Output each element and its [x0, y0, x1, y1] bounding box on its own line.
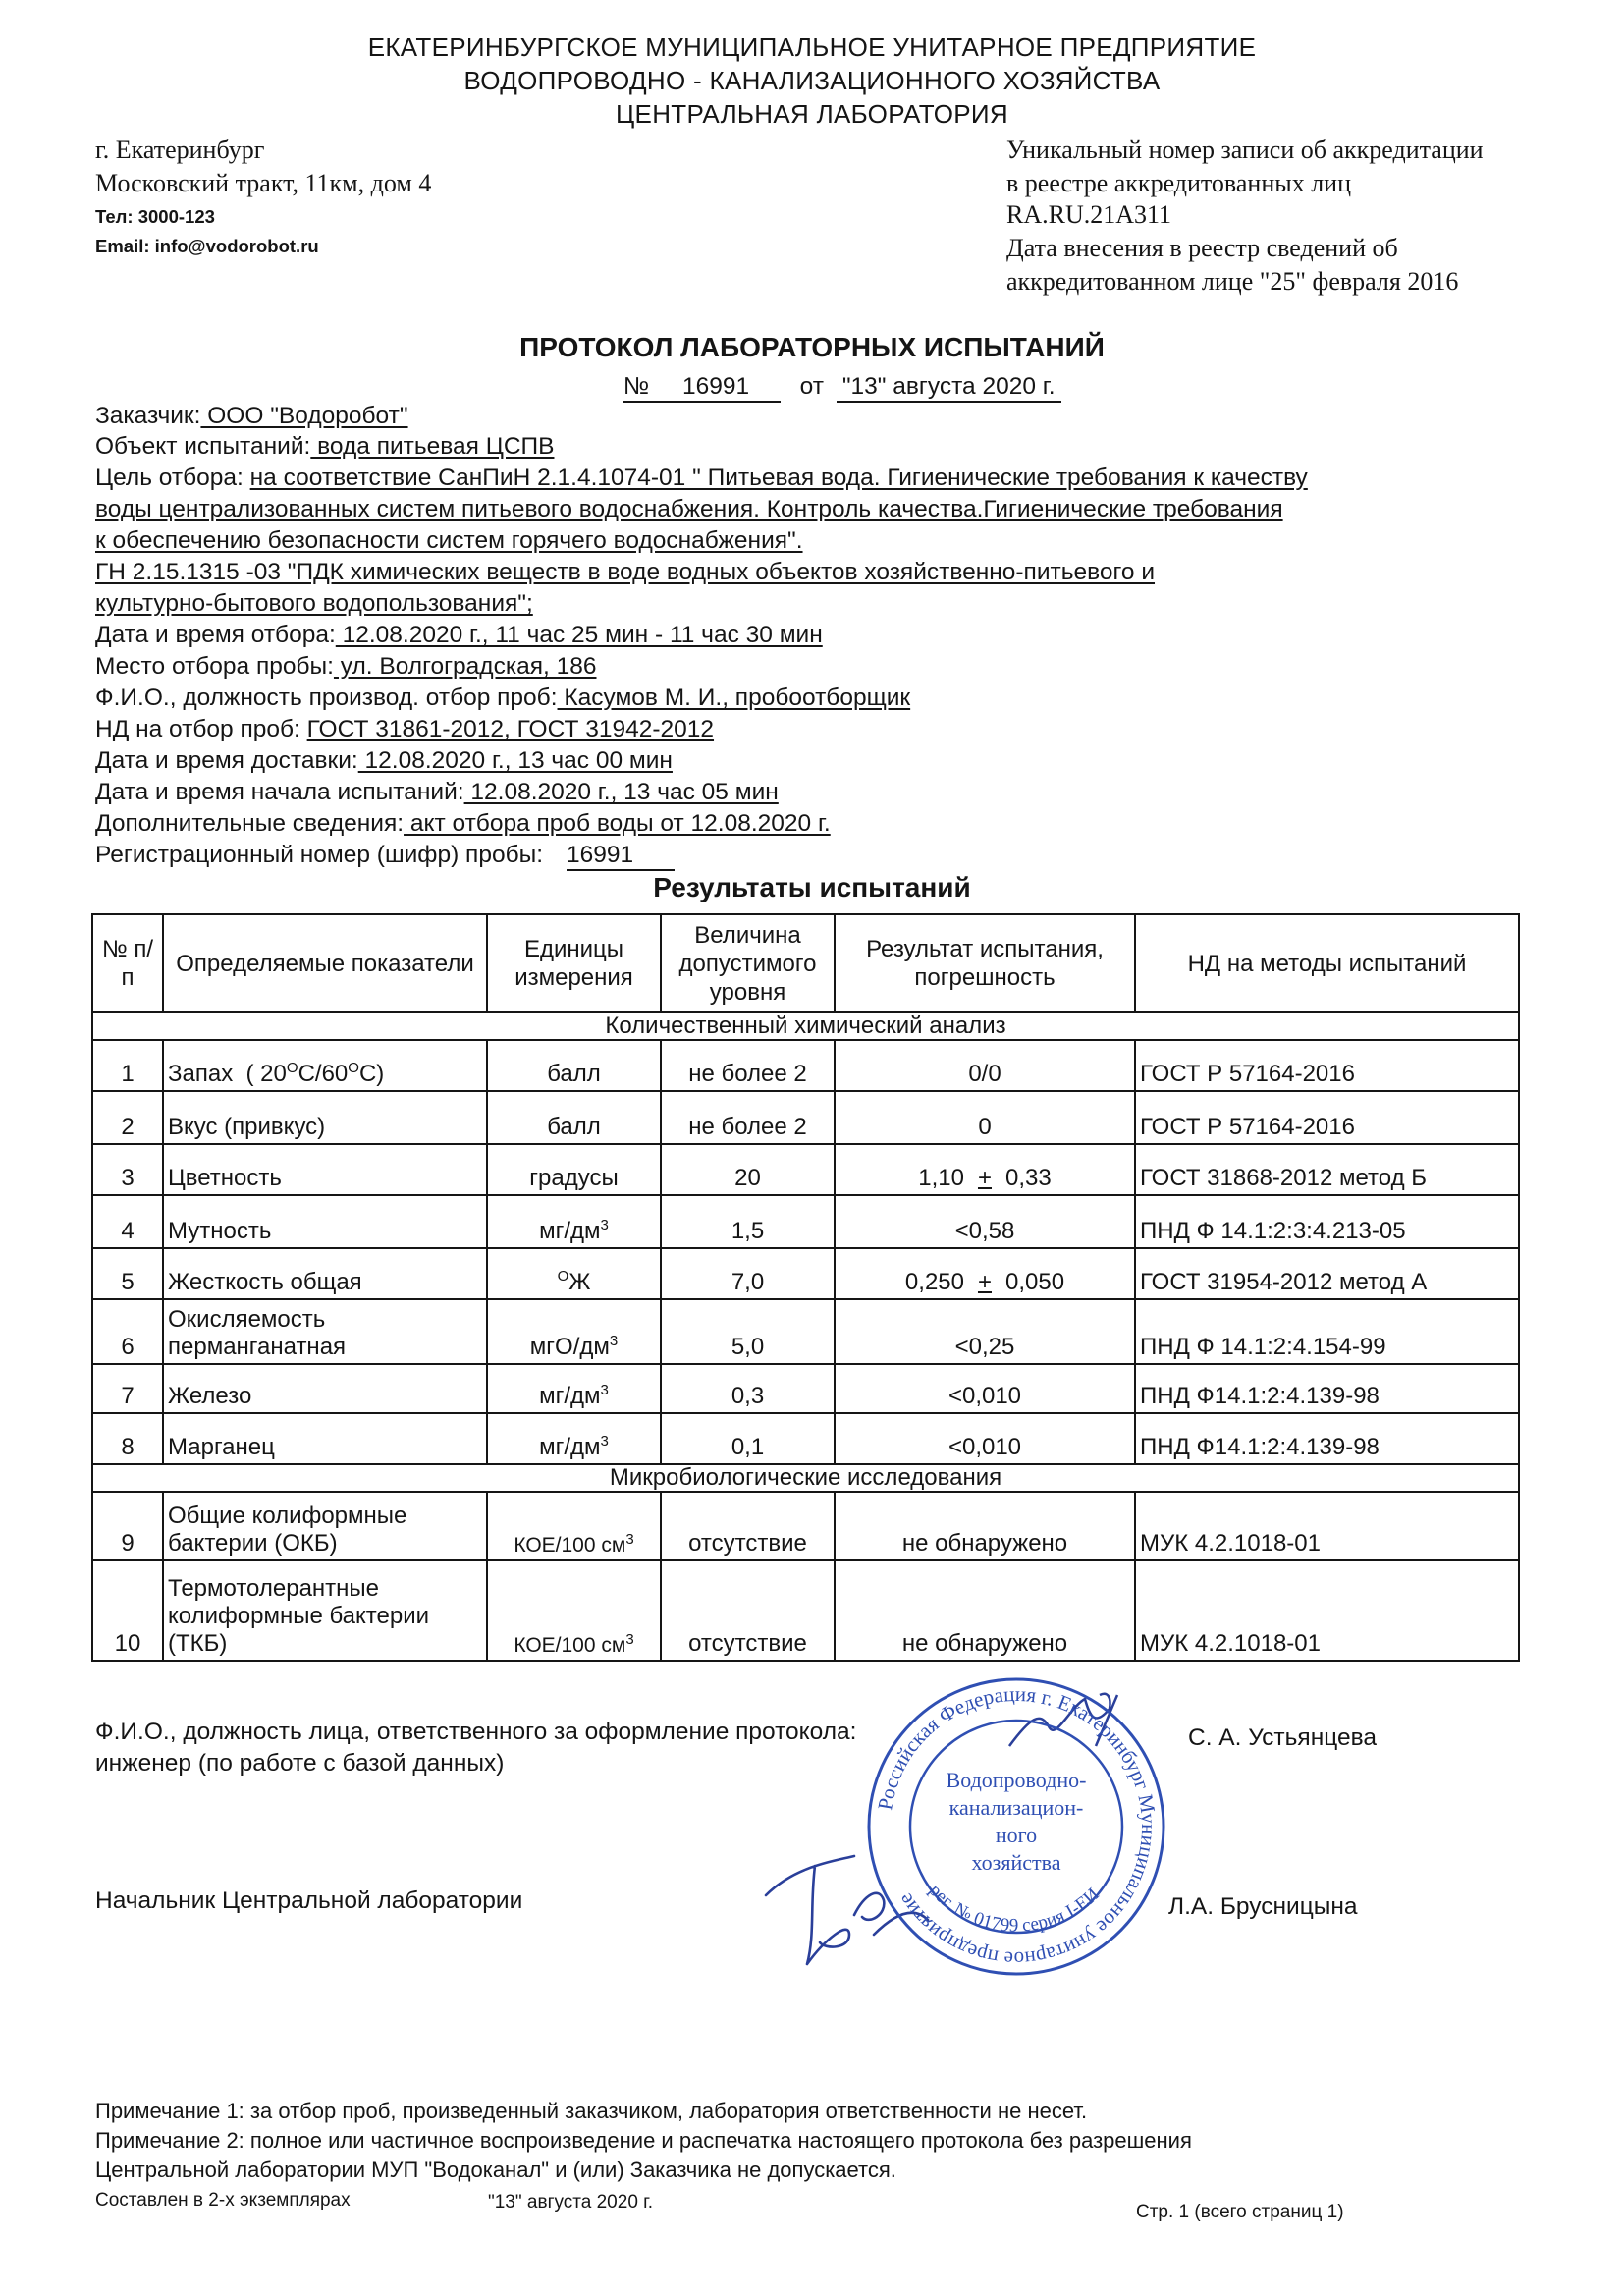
row-number: 5 [92, 1248, 163, 1299]
row-limit: 20 [661, 1144, 835, 1195]
nd-label: НД на отбор проб: [95, 716, 307, 742]
reg-number-field [95, 840, 675, 871]
accreditation-date: аккредитованном лице "25" февраля 2016 [1006, 267, 1459, 296]
head-of-lab-label: Начальник Центральной лаборатории [95, 1887, 523, 1914]
sampler-label: Ф.И.О., должность производ. отбор проб: [95, 684, 558, 711]
row-number: 7 [92, 1364, 163, 1413]
row-result: 0/0 [835, 1040, 1135, 1091]
accreditation-line4: Дата внесения в реестр сведений об [1006, 234, 1398, 262]
row-method: МУК 4.2.1018-01 [1135, 1492, 1519, 1560]
row-indicator: Термотолерантные колиформные бактерии (ТКБ) [163, 1560, 487, 1661]
stamp-inner-line3: ного [995, 1823, 1038, 1847]
col-header-number: № п/п [92, 914, 163, 1012]
delivery-value: 12.08.2020 г., 13 час 00 мин [357, 747, 673, 774]
row-unit: балл [487, 1040, 661, 1091]
extra-value: акт отбора проб воды от 12.08.2020 г. [404, 810, 831, 837]
row-indicator: Окисляемость перманганатная [163, 1299, 487, 1364]
table-header-row [92, 914, 1519, 1012]
note-2-line2: Центральной лаборатории МУП "Водоканал" и (или) Заказчика не допускается. [95, 2158, 896, 2182]
table-row [92, 1195, 1519, 1248]
org-name-line3: ЦЕНТРАЛЬНАЯ ЛАБОРАТОРИЯ [616, 99, 1008, 129]
row-result: <0,25 [835, 1299, 1135, 1364]
col-header-limit: Величина допустимого уровня [661, 914, 835, 1012]
place-field [95, 651, 597, 683]
phone: Тел: 3000-123 [95, 206, 215, 227]
delivery-label: Дата и время доставки: [95, 747, 358, 774]
protocol-number-line [623, 371, 1061, 403]
section-chemical-label: Количественный химический анализ [92, 1012, 1519, 1040]
results-table [91, 913, 1520, 1662]
table-row [92, 1413, 1519, 1464]
extra-field [95, 808, 831, 840]
sampler-value: Касумов М. И., пробоотборщик [557, 684, 911, 711]
purpose-label: Цель отбора: [95, 465, 250, 491]
row-limit: 0,3 [661, 1364, 835, 1413]
org-name-line2: ВОДОПРОВОДНО - КАНАЛИЗАЦИОННОГО ХОЗЯЙСТВА [463, 66, 1161, 95]
nd-value: ГОСТ 31861-2012, ГОСТ 31942-2012 [306, 716, 715, 742]
customer-field [95, 401, 408, 432]
seal-stamp [859, 1669, 1173, 1984]
row-indicator: Марганец [163, 1413, 487, 1464]
row-unit: КОЕ/100 $см^3$ [487, 1492, 661, 1560]
row-unit: $^О$Ж [487, 1248, 661, 1299]
col-header-method: НД на методы испытаний [1135, 914, 1519, 1012]
protocol-title: ПРОТОКОЛ ЛАБОРАТОРНЫХ ИСПЫТАНИЙ [519, 332, 1105, 362]
place-value: ул. Волгоградская, 186 [333, 653, 597, 680]
sampling-datetime-label: Дата и время отбора: [95, 622, 336, 648]
row-indicator: Запах ( $20^ОС/60^ОС$) [163, 1040, 487, 1091]
row-limit: 0,1 [661, 1413, 835, 1464]
page-number: Стр. 1 (всего страниц 1) [1136, 2202, 1344, 2222]
row-indicator: Мутность [163, 1195, 487, 1248]
row-method: ГОСТ Р 57164-2016 [1135, 1040, 1519, 1091]
stamp-inner-line4: хозяйства [971, 1850, 1061, 1875]
copies-note: Составлен в 2-х экземплярах [95, 2190, 351, 2211]
responsible-person-label: Ф.И.О., должность лица, ответственного за оформление протокола: [95, 1719, 857, 1745]
row-result: не обнаружено [835, 1560, 1135, 1661]
customer-label: Заказчик: [95, 403, 201, 429]
reg-number-label: Регистрационный номер (шифр) пробы: [95, 842, 544, 868]
row-result: 0,250 + 0,050 [835, 1248, 1135, 1299]
row-result: 1,10 + 0,33 [835, 1144, 1135, 1195]
row-method: МУК 4.2.1018-01 [1135, 1560, 1519, 1661]
purpose-value-5: культурно-бытового водопользования"; [95, 590, 533, 617]
row-number: 3 [92, 1144, 163, 1195]
row-unit: балл [487, 1091, 661, 1144]
purpose-value-2: воды централизованных систем питьевого водоснабжения. Контроль качества.Гигиенические требования [95, 496, 1283, 522]
row-number: 1 [92, 1040, 163, 1091]
purpose-field [95, 463, 1308, 494]
row-method: ГОСТ 31868-2012 метод Б [1135, 1144, 1519, 1195]
object-field [95, 431, 554, 463]
row-method: ГОСТ Р 57164-2016 [1135, 1091, 1519, 1144]
stamp-bottom-text: рег. № 01799 серия I-ЕИ [924, 1880, 1104, 1937]
table-row [92, 1299, 1519, 1364]
row-method: ГОСТ 31954-2012 метод А [1135, 1248, 1519, 1299]
row-limit: 5,0 [661, 1299, 835, 1364]
table-row [92, 1040, 1519, 1091]
stamp-inner-line1: Водопроводно- [946, 1768, 1087, 1792]
row-limit: не более 2 [661, 1091, 835, 1144]
table-row [92, 1248, 1519, 1299]
row-indicator: Вкус (привкус) [163, 1091, 487, 1144]
place-label: Место отбора пробы: [95, 653, 334, 680]
sampling-datetime-field [95, 620, 823, 651]
address: Московский тракт, 11км, дом 4 [95, 169, 432, 197]
test-start-field [95, 777, 779, 808]
test-start-label: Дата и время начала испытаний: [95, 779, 464, 805]
accreditation-line2: в реестре аккредитованных лиц [1006, 169, 1351, 197]
purpose-value-3: к обеспечению безопасности систем горячего водоснабжения". [95, 527, 803, 554]
section-micro-label: Микробиологические исследования [92, 1464, 1519, 1492]
row-unit: КОЕ/100 $см^3$ [487, 1560, 661, 1661]
table-row [92, 1560, 1519, 1661]
org-name-line1: ЕКАТЕРИНБУРГСКОЕ МУНИЦИПАЛЬНОЕ УНИТАРНОЕ ПРЕДПРИЯТИЕ [367, 32, 1257, 62]
row-method: ПНД Ф 14.1:2:4.154-99 [1135, 1299, 1519, 1364]
purpose-value-1: на соответствие СанПиН 2.1.4.1074-01 " Питьевая вода. Гигиенические требования к качеству [249, 465, 1308, 491]
row-method: ПНД Ф 14.1:2:3:4.213-05 [1135, 1195, 1519, 1248]
row-method: ПНД Ф14.1:2:4.139-98 [1135, 1364, 1519, 1413]
row-result: <0,58 [835, 1195, 1135, 1248]
row-unit: $мг/дм^3$ [487, 1413, 661, 1464]
row-limit: не более 2 [661, 1040, 835, 1091]
protocol-number: 16991 [682, 373, 781, 403]
accreditation-line1: Уникальный номер записи об аккредитации [1006, 136, 1484, 164]
col-header-units: Единицы измерения [487, 914, 661, 1012]
purpose-value-4: ГН 2.15.1315 -03 "ПДК химических веществ в воде водных объектов хозяйственно-питьевого и [95, 559, 1156, 585]
extra-label: Дополнительные сведения: [95, 810, 405, 837]
customer-value: ООО "Водоробот" [200, 403, 408, 429]
col-header-result: Результат испытания, погрешность [835, 914, 1135, 1012]
row-limit: 7,0 [661, 1248, 835, 1299]
row-number: 6 [92, 1299, 163, 1364]
head-of-lab-name: Л.А. Брусницына [1168, 1893, 1358, 1920]
sampling-datetime-value: 12.08.2020 г., 11 час 25 мин - 11 час 30 мин [335, 622, 823, 648]
row-limit: 1,5 [661, 1195, 835, 1248]
number-label: № [623, 373, 682, 403]
accreditation-number: RA.RU.21A311 [1006, 200, 1172, 229]
row-number: 10 [92, 1560, 163, 1661]
row-indicator: Общие колиформные бактерии (ОКБ) [163, 1492, 487, 1560]
table-row [92, 1144, 1519, 1195]
protocol-date: "13" августа 2020 г. [837, 373, 1061, 403]
results-title: Результаты испытаний [653, 872, 971, 902]
row-unit: $мг/дм^3$ [487, 1364, 661, 1413]
from-label: от [799, 373, 824, 400]
row-indicator: Железо [163, 1364, 487, 1413]
email: Email: info@vodorobot.ru [95, 236, 319, 256]
row-result: не обнаружено [835, 1492, 1135, 1560]
responsible-person-position: инженер (по работе с базой данных) [95, 1750, 505, 1777]
note-2-line1: Примечание 2: полное или частичное воспроизведение и распечатка настоящего протокола без разрешения [95, 2128, 1192, 2153]
note-1: Примечание 1: за отбор проб, произведенный заказчиком, лаборатория ответственности не несет. [95, 2099, 1088, 2123]
nd-field [95, 714, 714, 745]
table-row [92, 1091, 1519, 1144]
row-indicator: Цветность [163, 1144, 487, 1195]
row-unit: $мг/дм^3$ [487, 1195, 661, 1248]
row-unit: мгО/$дм^3$ [487, 1299, 661, 1364]
row-result: <0,010 [835, 1413, 1135, 1464]
section-row-micro [92, 1464, 1519, 1492]
copies-date: "13" августа 2020 г. [488, 2192, 654, 2213]
delivery-field [95, 745, 673, 777]
table-row [92, 1364, 1519, 1413]
stamp-inner-line2: канализацион- [948, 1795, 1084, 1820]
table-row [92, 1492, 1519, 1560]
sampler-field [95, 683, 910, 714]
row-result: <0,010 [835, 1364, 1135, 1413]
row-result: 0 [835, 1091, 1135, 1144]
row-number: 4 [92, 1195, 163, 1248]
object-label: Объект испытаний: [95, 433, 311, 460]
row-number: 8 [92, 1413, 163, 1464]
test-start-value: 12.08.2020 г., 13 час 05 мин [463, 779, 779, 805]
row-number: 2 [92, 1091, 163, 1144]
row-limit: отсутствие [661, 1560, 835, 1661]
row-method: ПНД Ф14.1:2:4.139-98 [1135, 1413, 1519, 1464]
col-header-indicator: Определяемые показатели [163, 914, 487, 1012]
row-unit: градусы [487, 1144, 661, 1195]
row-indicator: Жесткость общая [163, 1248, 487, 1299]
reg-number-value: 16991 [567, 842, 675, 871]
responsible-person-name: С. А. Устьянцева [1188, 1724, 1377, 1751]
object-value: вода питьевая ЦСПВ [310, 433, 555, 460]
row-limit: отсутствие [661, 1492, 835, 1560]
city: г. Екатеринбург [95, 136, 265, 164]
section-row-chemical [92, 1012, 1519, 1040]
stamp-outer-text: Российская Федерация г. Екатеринбург Муниципальное унитарное предприятие [873, 1681, 1162, 1972]
row-number: 9 [92, 1492, 163, 1560]
